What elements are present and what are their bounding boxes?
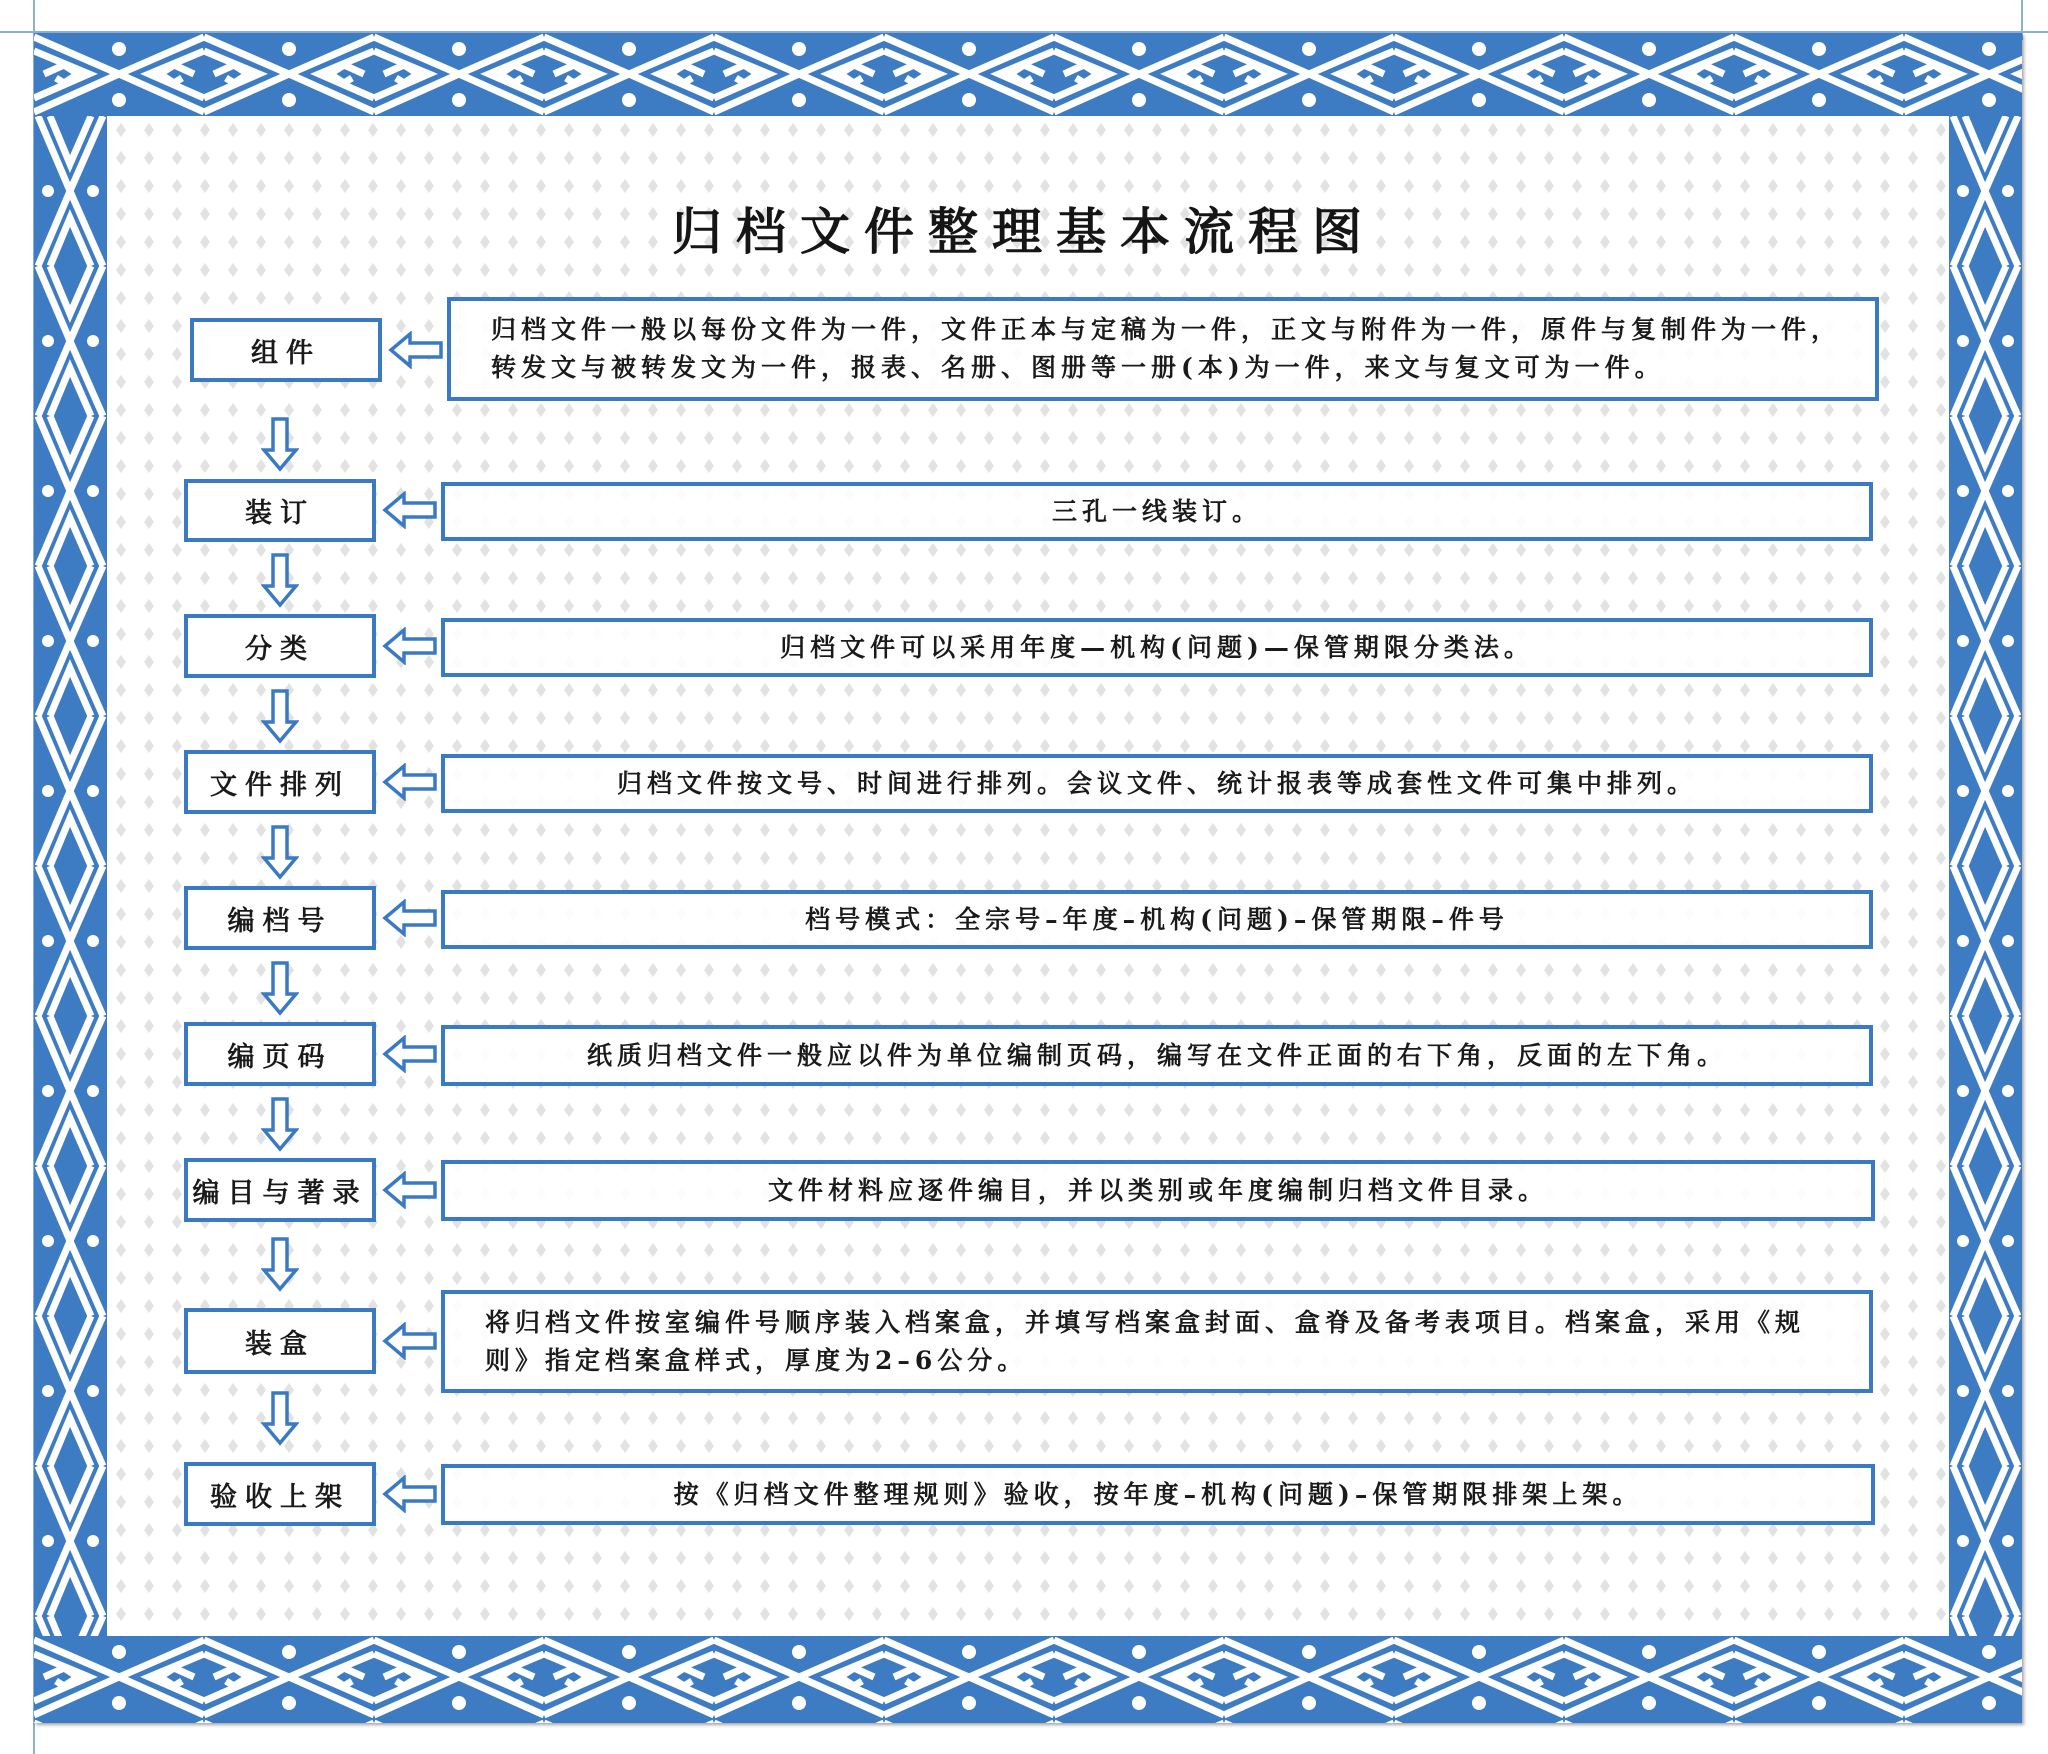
step-label: 编档号 xyxy=(227,905,333,937)
description-text: 纸质归档文件一般应以件为单位编制页码，编写在文件正面的右下角，反面的左下角。 xyxy=(586,1040,1727,1070)
arrow-down-outline-icon xyxy=(261,688,299,744)
step-label: 装订 xyxy=(245,498,315,529)
step-box-fenlei xyxy=(184,614,376,678)
page-title: 归档文件整理基本流程图 xyxy=(672,202,1376,261)
arrow-down-outline-icon xyxy=(261,552,299,608)
arrow-down-outline-icon xyxy=(261,824,299,880)
step-description-zhuangding xyxy=(441,482,1873,541)
description-text: 档号模式：全宗号–年度–机构(问题)–保管期限–件号 xyxy=(805,904,1509,934)
step-box-yanshou-shangjia xyxy=(184,1462,376,1526)
step-label: 分类 xyxy=(245,633,315,665)
step-label: 文件排列 xyxy=(210,769,350,801)
arrow-left-outline-icon xyxy=(382,627,438,665)
description-text: 按《归档文件整理规则》验收，按年度–机构(问题)–保管期限排架上架。 xyxy=(673,1479,1643,1509)
step-box-wenjian-pailie xyxy=(184,750,376,814)
step-box-zhuanghe xyxy=(184,1308,376,1374)
border-right-pattern xyxy=(1949,116,2022,1636)
step-box-zhuangding xyxy=(184,479,376,542)
arrow-left-outline-icon xyxy=(388,331,444,369)
description-text: 将归档文件按室编件号顺序装入档案盒，并填写档案盒封面、盒脊及备考表项目。档案盒，采用《规则》指定档案盒样式，厚度为2–6公分。 xyxy=(485,1307,1806,1375)
arrow-down-outline-icon xyxy=(261,1390,299,1446)
step-box-bian-danghao xyxy=(184,886,376,950)
arrow-left-outline-icon xyxy=(382,1475,438,1513)
step-label: 组件 xyxy=(251,337,321,369)
arrow-down-outline-icon xyxy=(261,960,299,1016)
arrow-down-outline-icon xyxy=(261,1096,299,1152)
step-box-bianmu-zhulu xyxy=(184,1158,376,1222)
step-box-bian-yema xyxy=(184,1022,376,1086)
arrow-left-outline-icon xyxy=(382,763,438,801)
step-description-zhuanghe xyxy=(441,1290,1873,1393)
step-box-zujian xyxy=(190,318,382,382)
description-text: 归档文件按文号、时间进行排列。会议文件、统计报表等成套性文件可集中排列。 xyxy=(616,768,1697,798)
description-text: 三孔一线装订。 xyxy=(1051,496,1262,526)
border-left-pattern xyxy=(34,116,107,1636)
step-description-bian-yema xyxy=(441,1025,1873,1086)
border-top-pattern xyxy=(34,33,2022,116)
step-label: 装盒 xyxy=(245,1328,315,1360)
arrow-left-outline-icon xyxy=(382,491,438,529)
arrow-left-outline-icon xyxy=(382,899,438,937)
arrow-down-outline-icon xyxy=(261,1236,299,1292)
arrow-left-outline-icon xyxy=(382,1171,438,1209)
border-bottom-pattern xyxy=(34,1636,2022,1723)
step-description-bian-danghao xyxy=(441,890,1873,949)
step-description-yanshou-shangjia xyxy=(441,1464,1875,1525)
step-description-bianmu-zhulu xyxy=(441,1160,1875,1221)
description-text: 归档文件可以采用年度—机构(问题)—保管期限分类法。 xyxy=(780,632,1534,662)
description-text: 归档文件一般以每份文件为一件，文件正本与定稿为一件，正文与附件为一件，原件与复制件为一件，转发文与被转发文为一件，报表、名册、图册等一册(本)为一件，来文与复文可为一件。 xyxy=(491,315,1842,382)
step-label: 编页码 xyxy=(227,1041,333,1073)
step-label: 验收上架 xyxy=(210,1481,350,1513)
arrow-left-outline-icon xyxy=(382,1322,438,1360)
arrow-left-outline-icon xyxy=(382,1035,438,1073)
step-description-zujian xyxy=(447,297,1879,401)
description-text: 文件材料应逐件编目，并以类别或年度编制归档文件目录。 xyxy=(767,1175,1548,1205)
step-label: 编目与著录 xyxy=(192,1177,368,1209)
arrow-down-outline-icon xyxy=(261,416,299,472)
step-description-fenlei xyxy=(441,618,1873,677)
step-description-wenjian-pailie xyxy=(441,754,1873,813)
